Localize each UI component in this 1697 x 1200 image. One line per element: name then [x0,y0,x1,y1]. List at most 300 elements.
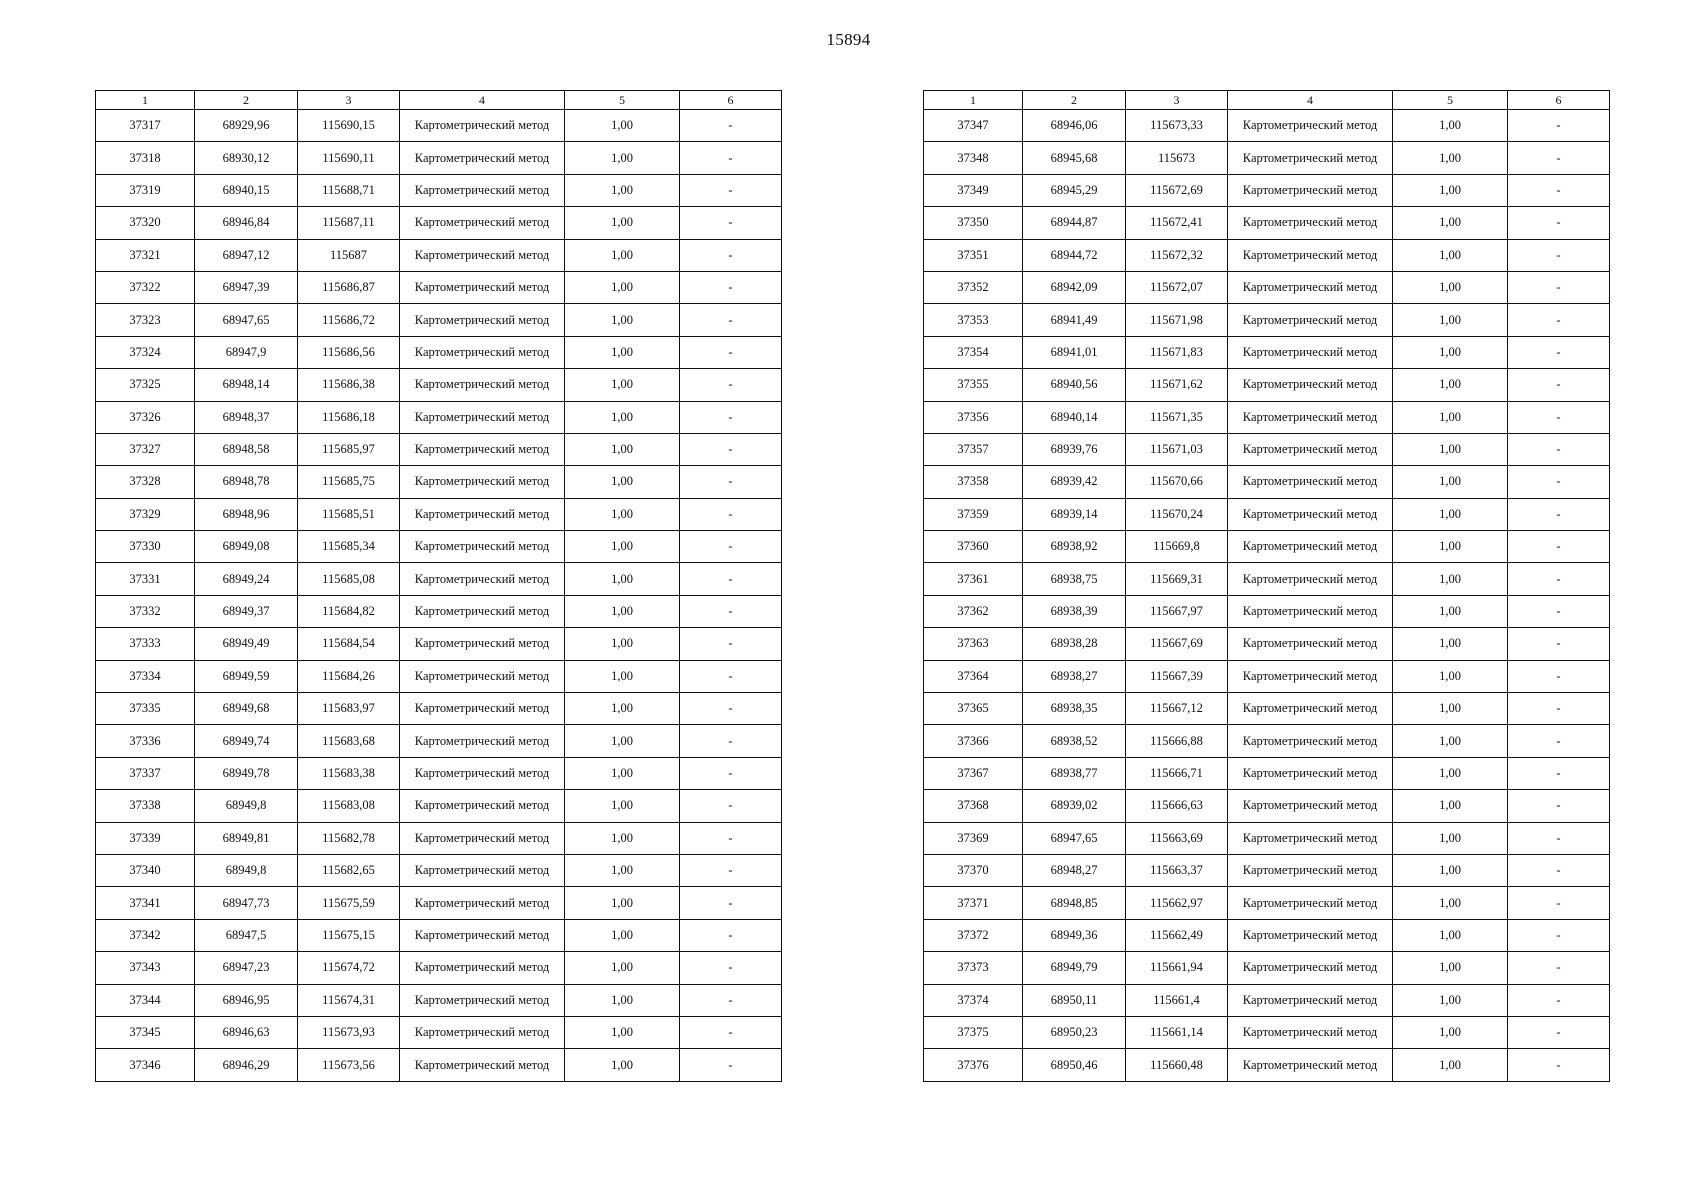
x-coordinate-cell: 68949,68 [195,693,298,725]
method-cell: Картометрический метод [1228,952,1393,984]
point-number-cell: 37319 [96,174,195,206]
method-cell: Картометрический метод [400,401,565,433]
point-number-cell: 37370 [924,854,1023,886]
accuracy-cell: 1,00 [1393,466,1508,498]
description-cell: - [680,401,782,433]
table-row [96,854,782,886]
method-cell: Картометрический метод [1228,984,1393,1016]
y-coordinate-cell: 115666,63 [1126,790,1228,822]
column-header: 1 [924,91,1023,110]
y-coordinate-cell: 115686,38 [298,369,400,401]
point-number-cell: 37358 [924,466,1023,498]
accuracy-cell: 1,00 [565,142,680,174]
y-coordinate-cell: 115663,37 [1126,854,1228,886]
accuracy-cell: 1,00 [1393,693,1508,725]
point-number-cell: 37338 [96,790,195,822]
point-number-cell: 37322 [96,271,195,303]
description-cell: - [1508,304,1610,336]
y-coordinate-cell: 115685,75 [298,466,400,498]
column-header: 6 [1508,91,1610,110]
table-row [96,1016,782,1048]
column-header: 1 [96,91,195,110]
method-cell: Картометрический метод [1228,110,1393,142]
method-cell: Картометрический метод [1228,271,1393,303]
method-cell: Картометрический метод [400,628,565,660]
method-cell: Картометрический метод [400,239,565,271]
y-coordinate-cell: 115685,97 [298,433,400,465]
accuracy-cell: 1,00 [565,790,680,822]
description-cell: - [1508,854,1610,886]
method-cell: Картометрический метод [400,1016,565,1048]
x-coordinate-cell: 68949,74 [195,725,298,757]
accuracy-cell: 1,00 [1393,174,1508,206]
description-cell: - [1508,1016,1610,1048]
accuracy-cell: 1,00 [1393,207,1508,239]
point-number-cell: 37361 [924,563,1023,595]
description-cell: - [680,207,782,239]
method-cell: Картометрический метод [1228,725,1393,757]
point-number-cell: 37375 [924,1016,1023,1048]
x-coordinate-cell: 68948,14 [195,369,298,401]
y-coordinate-cell: 115687 [298,239,400,271]
x-coordinate-cell: 68948,58 [195,433,298,465]
description-cell: - [1508,984,1610,1016]
method-cell: Картометрический метод [1228,498,1393,530]
method-cell: Картометрический метод [400,887,565,919]
accuracy-cell: 1,00 [1393,142,1508,174]
description-cell: - [680,271,782,303]
accuracy-cell: 1,00 [1393,725,1508,757]
x-coordinate-cell: 68940,14 [1023,401,1126,433]
table-row [96,628,782,660]
accuracy-cell: 1,00 [565,304,680,336]
accuracy-cell: 1,00 [565,110,680,142]
accuracy-cell: 1,00 [565,595,680,627]
page-number: 15894 [826,30,871,49]
point-number-cell: 37374 [924,984,1023,1016]
accuracy-cell: 1,00 [565,952,680,984]
point-number-cell: 37346 [96,1049,195,1081]
accuracy-cell: 1,00 [1393,595,1508,627]
point-number-cell: 37330 [96,531,195,563]
point-number-cell: 37351 [924,239,1023,271]
table-row [924,369,1610,401]
method-cell: Картометрический метод [400,110,565,142]
table-row [96,401,782,433]
x-coordinate-cell: 68939,42 [1023,466,1126,498]
x-coordinate-cell: 68941,49 [1023,304,1126,336]
y-coordinate-cell: 115685,51 [298,498,400,530]
accuracy-cell: 1,00 [1393,822,1508,854]
table-row [96,660,782,692]
y-coordinate-cell: 115661,4 [1126,984,1228,1016]
y-coordinate-cell: 115675,15 [298,919,400,951]
y-coordinate-cell: 115667,69 [1126,628,1228,660]
description-cell: - [680,854,782,886]
description-cell: - [680,336,782,368]
y-coordinate-cell: 115690,11 [298,142,400,174]
point-number-cell: 37320 [96,207,195,239]
y-coordinate-cell: 115686,72 [298,304,400,336]
y-coordinate-cell: 115672,69 [1126,174,1228,206]
table-row [924,174,1610,206]
description-cell: - [680,433,782,465]
point-number-cell: 37368 [924,790,1023,822]
x-coordinate-cell: 68947,5 [195,919,298,951]
x-coordinate-cell: 68938,28 [1023,628,1126,660]
x-coordinate-cell: 68949,79 [1023,952,1126,984]
table-row [924,725,1610,757]
description-cell: - [680,531,782,563]
description-cell: - [1508,725,1610,757]
table-row [924,466,1610,498]
method-cell: Картометрический метод [400,757,565,789]
point-number-cell: 37365 [924,693,1023,725]
accuracy-cell: 1,00 [565,984,680,1016]
point-number-cell: 37356 [924,401,1023,433]
description-cell: - [1508,531,1610,563]
column-header: 5 [565,91,680,110]
x-coordinate-cell: 68946,84 [195,207,298,239]
description-cell: - [680,660,782,692]
y-coordinate-cell: 115671,83 [1126,336,1228,368]
description-cell: - [680,466,782,498]
description-cell: - [1508,822,1610,854]
point-number-cell: 37326 [96,401,195,433]
table-row [924,304,1610,336]
method-cell: Картометрический метод [400,142,565,174]
x-coordinate-cell: 68944,72 [1023,239,1126,271]
x-coordinate-cell: 68938,77 [1023,757,1126,789]
accuracy-cell: 1,00 [1393,498,1508,530]
table-row [96,952,782,984]
table-row [96,498,782,530]
point-number-cell: 37329 [96,498,195,530]
y-coordinate-cell: 115673,56 [298,1049,400,1081]
y-coordinate-cell: 115671,62 [1126,369,1228,401]
accuracy-cell: 1,00 [1393,1016,1508,1048]
y-coordinate-cell: 115666,88 [1126,725,1228,757]
accuracy-cell: 1,00 [565,369,680,401]
y-coordinate-cell: 115667,39 [1126,660,1228,692]
x-coordinate-cell: 68947,12 [195,239,298,271]
table-row [96,1049,782,1081]
point-number-cell: 37355 [924,369,1023,401]
y-coordinate-cell: 115675,59 [298,887,400,919]
description-cell: - [680,725,782,757]
accuracy-cell: 1,00 [1393,271,1508,303]
point-number-cell: 37369 [924,822,1023,854]
y-coordinate-cell: 115674,72 [298,952,400,984]
point-number-cell: 37364 [924,660,1023,692]
column-header: 6 [680,91,782,110]
method-cell: Картометрический метод [1228,563,1393,595]
y-coordinate-cell: 115660,48 [1126,1049,1228,1081]
y-coordinate-cell: 115684,26 [298,660,400,692]
x-coordinate-cell: 68939,76 [1023,433,1126,465]
table-header-row [96,91,782,110]
description-cell: - [680,239,782,271]
table-row [924,887,1610,919]
table-row [924,660,1610,692]
coordinates-table-right-body [924,110,1610,1082]
table-row [924,207,1610,239]
x-coordinate-cell: 68938,75 [1023,563,1126,595]
method-cell: Картометрический метод [1228,790,1393,822]
table-row [924,336,1610,368]
table-row [96,725,782,757]
table-row [96,174,782,206]
description-cell: - [1508,271,1610,303]
y-coordinate-cell: 115684,82 [298,595,400,627]
method-cell: Картометрический метод [400,174,565,206]
point-number-cell: 37317 [96,110,195,142]
accuracy-cell: 1,00 [1393,401,1508,433]
x-coordinate-cell: 68947,65 [195,304,298,336]
y-coordinate-cell: 115683,68 [298,725,400,757]
y-coordinate-cell: 115672,32 [1126,239,1228,271]
table-row [96,757,782,789]
x-coordinate-cell: 68947,73 [195,887,298,919]
y-coordinate-cell: 115683,08 [298,790,400,822]
method-cell: Картометрический метод [400,466,565,498]
accuracy-cell: 1,00 [565,1049,680,1081]
method-cell: Картометрический метод [400,693,565,725]
description-cell: - [1508,369,1610,401]
method-cell: Картометрический метод [1228,369,1393,401]
coordinates-table-left [95,90,782,1082]
description-cell: - [680,887,782,919]
point-number-cell: 37327 [96,433,195,465]
accuracy-cell: 1,00 [565,563,680,595]
table-row [924,628,1610,660]
table-row [96,984,782,1016]
table-row [924,757,1610,789]
point-number-cell: 37352 [924,271,1023,303]
x-coordinate-cell: 68949,78 [195,757,298,789]
x-coordinate-cell: 68938,92 [1023,531,1126,563]
x-coordinate-cell: 68946,06 [1023,110,1126,142]
point-number-cell: 37337 [96,757,195,789]
x-coordinate-cell: 68946,63 [195,1016,298,1048]
y-coordinate-cell: 115661,14 [1126,1016,1228,1048]
accuracy-cell: 1,00 [1393,531,1508,563]
accuracy-cell: 1,00 [565,531,680,563]
table-row [924,1049,1610,1081]
x-coordinate-cell: 68949,8 [195,790,298,822]
description-cell: - [1508,952,1610,984]
point-number-cell: 37334 [96,660,195,692]
point-number-cell: 37331 [96,563,195,595]
table-row [924,498,1610,530]
x-coordinate-cell: 68946,29 [195,1049,298,1081]
description-cell: - [1508,207,1610,239]
table-row [924,984,1610,1016]
description-cell: - [680,563,782,595]
x-coordinate-cell: 68940,56 [1023,369,1126,401]
point-number-cell: 37333 [96,628,195,660]
y-coordinate-cell: 115669,8 [1126,531,1228,563]
point-number-cell: 37332 [96,595,195,627]
accuracy-cell: 1,00 [565,239,680,271]
x-coordinate-cell: 68944,87 [1023,207,1126,239]
accuracy-cell: 1,00 [565,1016,680,1048]
method-cell: Картометрический метод [400,498,565,530]
method-cell: Картометрический метод [400,563,565,595]
description-cell: - [1508,174,1610,206]
description-cell: - [1508,110,1610,142]
x-coordinate-cell: 68950,11 [1023,984,1126,1016]
x-coordinate-cell: 68947,23 [195,952,298,984]
accuracy-cell: 1,00 [565,660,680,692]
table-row [96,563,782,595]
point-number-cell: 37318 [96,142,195,174]
accuracy-cell: 1,00 [565,401,680,433]
accuracy-cell: 1,00 [1393,369,1508,401]
table-row [96,304,782,336]
table-row [96,693,782,725]
table-row [96,822,782,854]
method-cell: Картометрический метод [400,660,565,692]
accuracy-cell: 1,00 [565,174,680,206]
column-header: 4 [1228,91,1393,110]
y-coordinate-cell: 115673,93 [298,1016,400,1048]
point-number-cell: 37371 [924,887,1023,919]
method-cell: Картометрический метод [400,304,565,336]
table-row [924,401,1610,433]
x-coordinate-cell: 68949,59 [195,660,298,692]
point-number-cell: 37344 [96,984,195,1016]
description-cell: - [680,984,782,1016]
accuracy-cell: 1,00 [565,725,680,757]
table-row [924,531,1610,563]
y-coordinate-cell: 115682,78 [298,822,400,854]
accuracy-cell: 1,00 [1393,628,1508,660]
x-coordinate-cell: 68945,29 [1023,174,1126,206]
point-number-cell: 37372 [924,919,1023,951]
table-row [924,693,1610,725]
table-row [96,110,782,142]
table-row [96,142,782,174]
description-cell: - [1508,628,1610,660]
description-cell: - [1508,790,1610,822]
table-row [96,207,782,239]
method-cell: Картометрический метод [1228,1016,1393,1048]
table-row [96,239,782,271]
point-number-cell: 37321 [96,239,195,271]
y-coordinate-cell: 115661,94 [1126,952,1228,984]
point-number-cell: 37339 [96,822,195,854]
table-row [924,822,1610,854]
description-cell: - [680,369,782,401]
y-coordinate-cell: 115685,08 [298,563,400,595]
accuracy-cell: 1,00 [1393,757,1508,789]
accuracy-cell: 1,00 [1393,1049,1508,1081]
method-cell: Картометрический метод [400,725,565,757]
x-coordinate-cell: 68929,96 [195,110,298,142]
accuracy-cell: 1,00 [1393,110,1508,142]
y-coordinate-cell: 115662,49 [1126,919,1228,951]
method-cell: Картометрический метод [1228,822,1393,854]
y-coordinate-cell: 115686,18 [298,401,400,433]
description-cell: - [680,142,782,174]
accuracy-cell: 1,00 [565,433,680,465]
x-coordinate-cell: 68940,15 [195,174,298,206]
y-coordinate-cell: 115669,31 [1126,563,1228,595]
y-coordinate-cell: 115671,35 [1126,401,1228,433]
table-row [96,369,782,401]
y-coordinate-cell: 115686,87 [298,271,400,303]
point-number-cell: 37347 [924,110,1023,142]
x-coordinate-cell: 68948,37 [195,401,298,433]
column-header: 3 [298,91,400,110]
x-coordinate-cell: 68949,37 [195,595,298,627]
x-coordinate-cell: 68949,36 [1023,919,1126,951]
description-cell: - [680,1016,782,1048]
description-cell: - [680,822,782,854]
coordinates-table-right [923,90,1610,1082]
table-row [924,110,1610,142]
description-cell: - [1508,433,1610,465]
accuracy-cell: 1,00 [1393,887,1508,919]
description-cell: - [1508,757,1610,789]
point-number-cell: 37323 [96,304,195,336]
accuracy-cell: 1,00 [1393,984,1508,1016]
method-cell: Картометрический метод [1228,887,1393,919]
table-row [924,790,1610,822]
y-coordinate-cell: 115672,41 [1126,207,1228,239]
method-cell: Картометрический метод [1228,433,1393,465]
method-cell: Картометрический метод [400,919,565,951]
point-number-cell: 37353 [924,304,1023,336]
accuracy-cell: 1,00 [565,628,680,660]
method-cell: Картометрический метод [1228,854,1393,886]
method-cell: Картометрический метод [400,984,565,1016]
coordinates-table-left-body [96,110,782,1082]
method-cell: Картометрический метод [1228,757,1393,789]
description-cell: - [680,628,782,660]
method-cell: Картометрический метод [1228,628,1393,660]
description-cell: - [680,757,782,789]
method-cell: Картометрический метод [1228,660,1393,692]
y-coordinate-cell: 115688,71 [298,174,400,206]
description-cell: - [680,693,782,725]
y-coordinate-cell: 115670,24 [1126,498,1228,530]
method-cell: Картометрический метод [1228,401,1393,433]
x-coordinate-cell: 68947,65 [1023,822,1126,854]
point-number-cell: 37340 [96,854,195,886]
x-coordinate-cell: 68948,27 [1023,854,1126,886]
y-coordinate-cell: 115671,98 [1126,304,1228,336]
x-coordinate-cell: 68949,49 [195,628,298,660]
table-row [96,433,782,465]
accuracy-cell: 1,00 [565,271,680,303]
method-cell: Картометрический метод [400,854,565,886]
table-row [96,790,782,822]
x-coordinate-cell: 68942,09 [1023,271,1126,303]
point-number-cell: 37336 [96,725,195,757]
accuracy-cell: 1,00 [1393,433,1508,465]
point-number-cell: 37367 [924,757,1023,789]
method-cell: Картометрический метод [400,271,565,303]
method-cell: Картометрический метод [1228,174,1393,206]
accuracy-cell: 1,00 [565,919,680,951]
accuracy-cell: 1,00 [1393,952,1508,984]
method-cell: Картометрический метод [400,336,565,368]
method-cell: Картометрический метод [1228,207,1393,239]
method-cell: Картометрический метод [1228,693,1393,725]
table-row [96,919,782,951]
